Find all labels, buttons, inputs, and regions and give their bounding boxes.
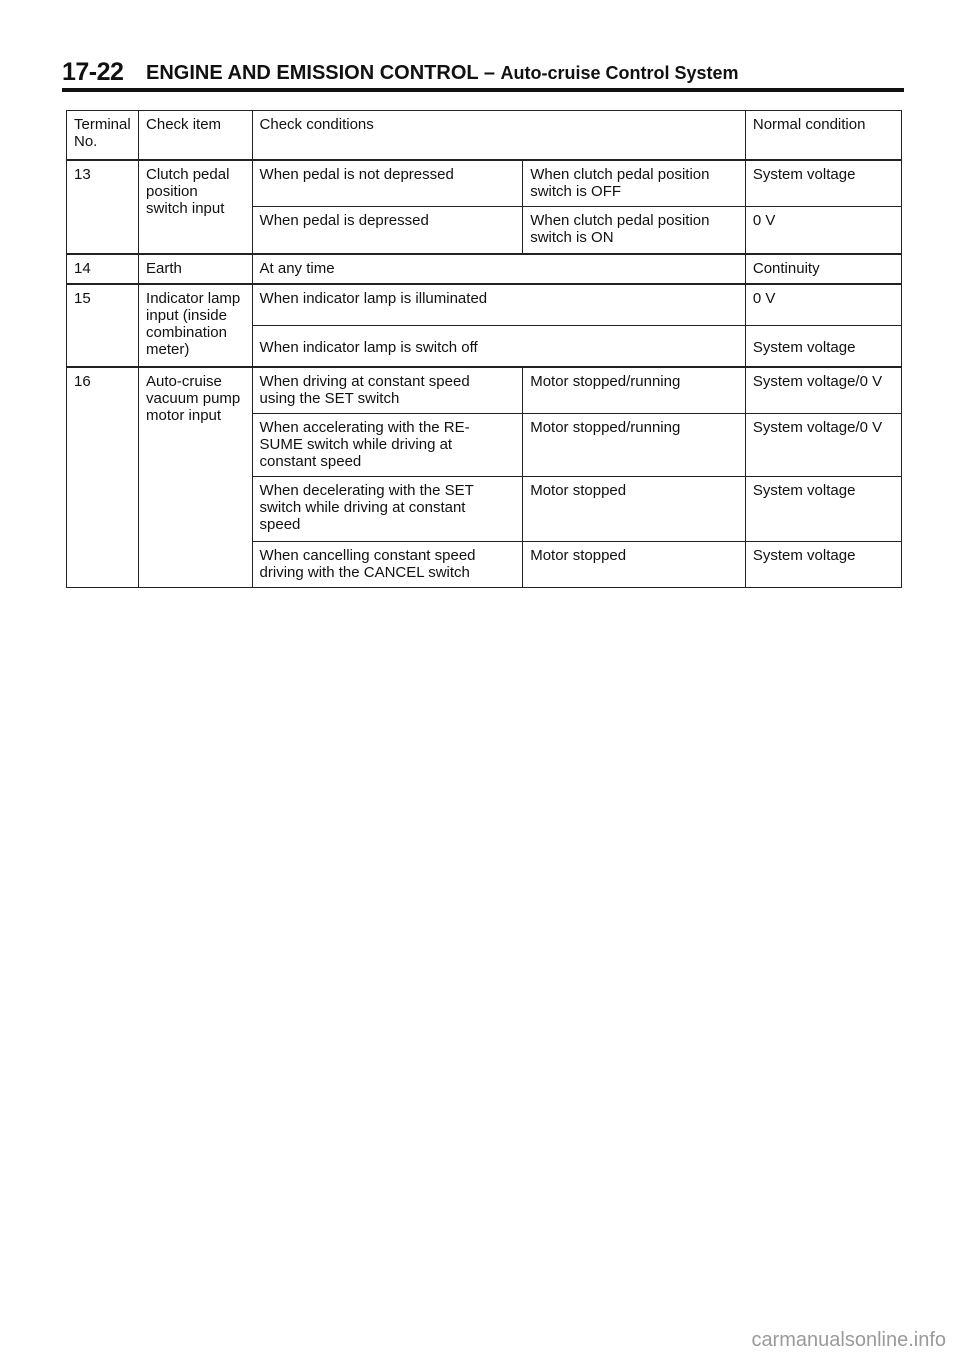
section-name: ENGINE AND EMISSION CONTROL xyxy=(146,62,479,84)
sub-condition-16-4: Motor stopped xyxy=(523,542,746,588)
check-item-13: Clutch pedal position switch input xyxy=(139,160,253,254)
table-row xyxy=(67,367,902,414)
sub-condition-16-1: Motor stopped/running xyxy=(523,367,746,414)
condition-15-1: When indicator lamp is illuminated xyxy=(252,284,745,326)
normal-13-1: System voltage xyxy=(745,160,901,207)
normal-16-1: System voltage/0 V xyxy=(745,367,901,414)
table-header-row xyxy=(67,111,902,161)
header-normal-condition: Normal condition xyxy=(745,111,901,161)
terminal-13: 13 xyxy=(67,160,139,254)
header-check-item: Check item xyxy=(139,111,253,161)
normal-16-2: System voltage/0 V xyxy=(745,414,901,477)
normal-16-3: System voltage xyxy=(745,477,901,542)
sub-condition-13-2: When clutch pedal position switch is ON xyxy=(523,207,746,255)
table-row xyxy=(67,254,902,284)
normal-16-4: System voltage xyxy=(745,542,901,588)
condition-16-2: When accelerating with the RE- SUME switch while driving at constant speed xyxy=(252,414,523,477)
header-rule xyxy=(62,88,904,92)
condition-13-1: When pedal is not depressed xyxy=(252,160,523,207)
normal-14: Continuity xyxy=(745,254,901,284)
watermark-text: carmanualsonline.info xyxy=(751,1329,946,1351)
condition-16-4: When cancelling constant speed driving with the CANCEL switch xyxy=(252,542,523,588)
header-check-conditions: Check conditions xyxy=(252,111,745,161)
terminal-14: 14 xyxy=(67,254,139,284)
title-separator: – xyxy=(483,62,495,84)
condition-13-2: When pedal is depressed xyxy=(252,207,523,255)
condition-15-2: When indicator lamp is switch off xyxy=(252,326,745,368)
page-header xyxy=(62,58,904,92)
table-row xyxy=(67,284,902,326)
condition-16-3: When decelerating with the SET switch while driving at constant speed xyxy=(252,477,523,542)
page-number: 17-22 xyxy=(62,58,124,86)
normal-15-2: System voltage xyxy=(745,326,901,368)
table-row xyxy=(67,160,902,207)
condition-14: At any time xyxy=(252,254,745,284)
condition-16-1: When driving at constant speed using the SET switch xyxy=(252,367,523,414)
normal-13-2: 0 V xyxy=(745,207,901,255)
section-title xyxy=(146,62,739,85)
terminal-15: 15 xyxy=(67,284,139,367)
sub-condition-16-2: Motor stopped/running xyxy=(523,414,746,477)
normal-15-1: 0 V xyxy=(745,284,901,326)
terminal-check-table xyxy=(66,110,902,588)
check-item-16: Auto-cruise vacuum pump motor input xyxy=(139,367,253,588)
sub-condition-16-3: Motor stopped xyxy=(523,477,746,542)
terminal-16: 16 xyxy=(67,367,139,588)
sub-condition-13-1: When clutch pedal position switch is OFF xyxy=(523,160,746,207)
header-terminal: Terminal No. xyxy=(67,111,139,161)
check-item-14: Earth xyxy=(139,254,253,284)
subsection-name: Auto-cruise Control System xyxy=(500,63,739,83)
check-item-15: Indicator lamp input (inside combination meter) xyxy=(139,284,253,367)
